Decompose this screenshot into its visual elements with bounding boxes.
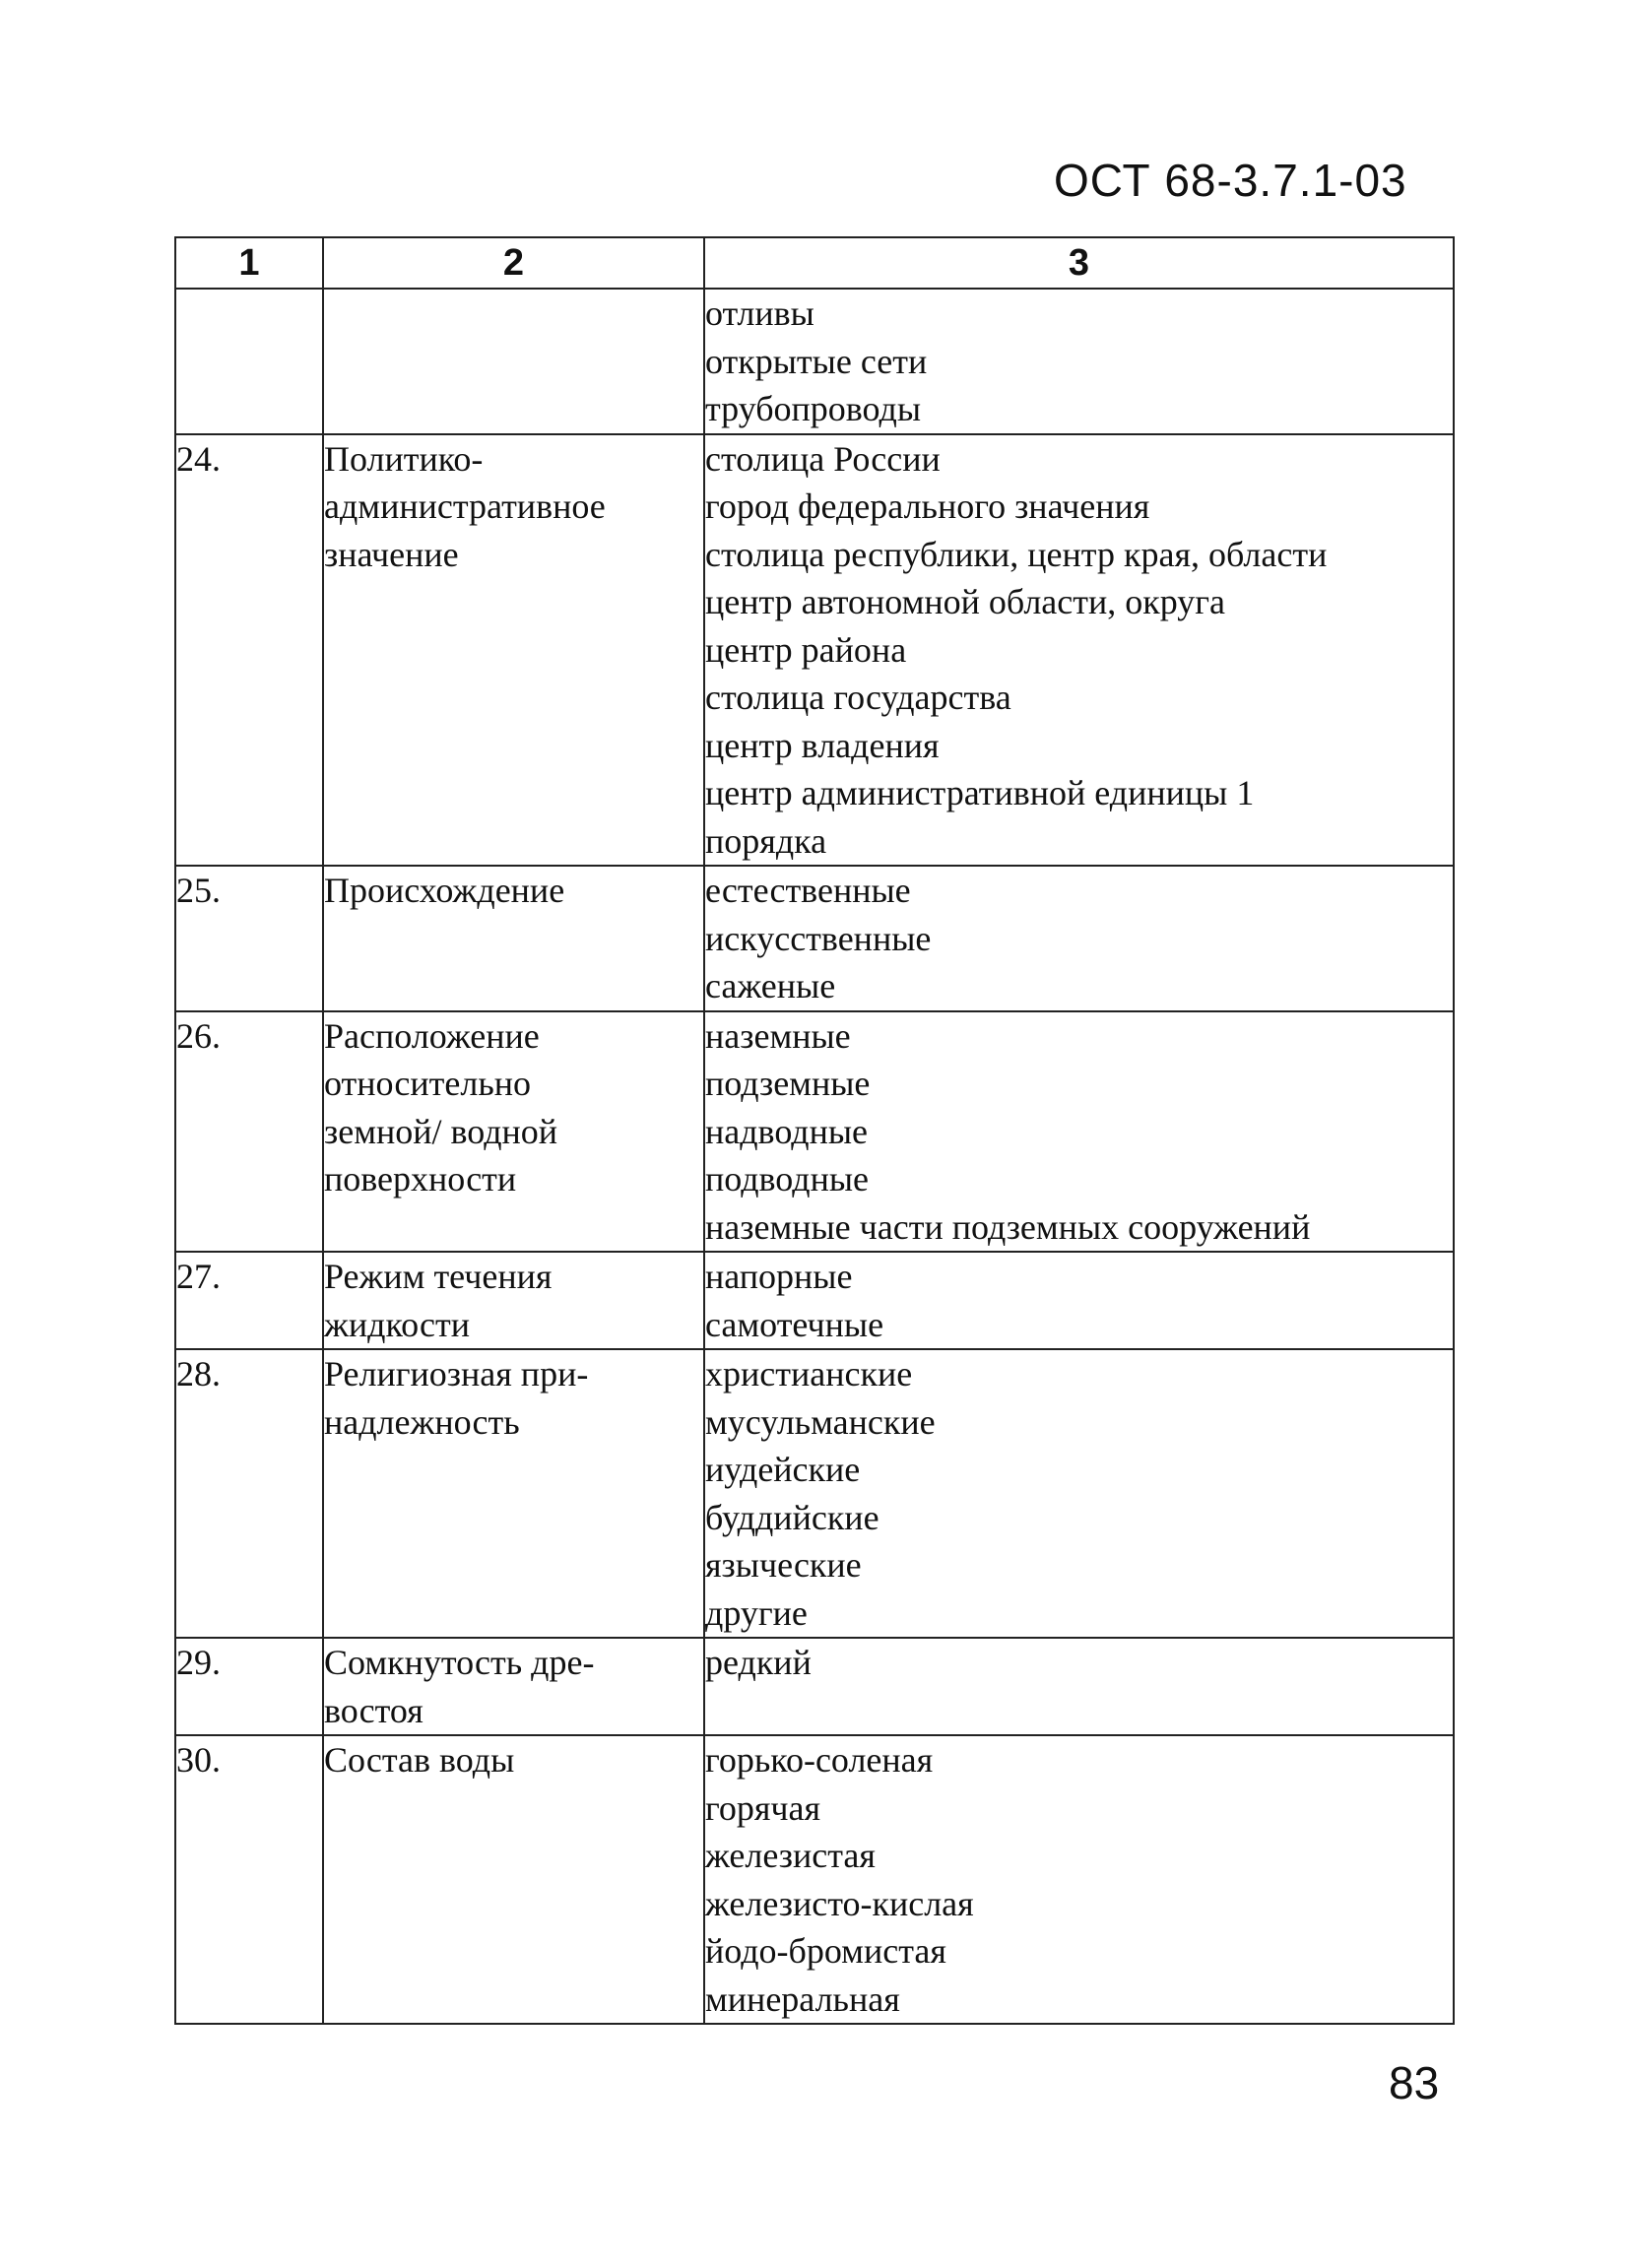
attribute-values bbox=[704, 866, 1454, 1011]
row-number: 28. bbox=[175, 1349, 323, 1638]
attribute-value: отливы bbox=[705, 293, 814, 333]
attribute-name-line: административное bbox=[324, 486, 606, 526]
attribute-value: буддийские bbox=[705, 1497, 879, 1537]
attribute-value: искусственные bbox=[705, 918, 932, 958]
row-number bbox=[175, 289, 323, 434]
page-number: 83 bbox=[1389, 2057, 1440, 2108]
attribute-values bbox=[704, 1349, 1454, 1638]
attribute-values bbox=[704, 434, 1454, 867]
row-number: 27. bbox=[175, 1252, 323, 1349]
attribute-value: другие bbox=[705, 1592, 808, 1633]
table-row bbox=[175, 1735, 1454, 2024]
attribute-value: центр владения bbox=[705, 725, 940, 765]
attribute-value: центр автономной области, округа bbox=[705, 582, 1226, 621]
attribute-name bbox=[323, 434, 704, 867]
attribute-name bbox=[323, 1735, 704, 2024]
attribute-name bbox=[323, 1252, 704, 1349]
attribute-name-line: Состав воды bbox=[324, 1740, 515, 1780]
attribute-name-line: поверхности bbox=[324, 1159, 517, 1199]
classification-table bbox=[174, 236, 1455, 2025]
attribute-value: надводные bbox=[705, 1111, 869, 1151]
attribute-values bbox=[704, 1011, 1454, 1253]
attribute-value: мусульманские bbox=[705, 1401, 936, 1442]
attribute-name-line: Политико- bbox=[324, 438, 484, 479]
attribute-values bbox=[704, 1735, 1454, 2024]
attribute-value: трубопроводы bbox=[705, 389, 922, 428]
column-header-1: 1 bbox=[175, 237, 323, 289]
table-row bbox=[175, 866, 1454, 1011]
table-row bbox=[175, 1252, 1454, 1349]
attribute-value: столица республики, центр края, области bbox=[705, 534, 1328, 574]
row-number: 25. bbox=[175, 866, 323, 1011]
attribute-value: столица государства bbox=[705, 678, 1011, 717]
attribute-value: редкий bbox=[705, 1643, 812, 1682]
attribute-value: центр административной единицы 1 bbox=[705, 773, 1255, 812]
column-header-3: 3 bbox=[704, 237, 1454, 289]
attribute-value: центр района bbox=[705, 629, 907, 670]
attribute-name-line: Религиозная при- bbox=[324, 1354, 589, 1393]
attribute-value: город федерального значения bbox=[705, 486, 1150, 526]
attribute-value: самотечные bbox=[705, 1304, 884, 1344]
attribute-name bbox=[323, 1349, 704, 1638]
attribute-name-line: Расположение bbox=[324, 1015, 540, 1056]
table-row bbox=[175, 1349, 1454, 1638]
attribute-value: горячая bbox=[705, 1787, 821, 1828]
table-row bbox=[175, 289, 1454, 434]
attribute-value: иудейские bbox=[705, 1450, 861, 1489]
attribute-value: естественные bbox=[705, 871, 911, 910]
attribute-value: христианские bbox=[705, 1354, 913, 1393]
attribute-name-line: относительно bbox=[324, 1064, 532, 1103]
table-body bbox=[175, 289, 1454, 2024]
attribute-name bbox=[323, 1638, 704, 1735]
attribute-name-line: жидкости bbox=[324, 1304, 470, 1344]
attribute-name-line: Происхождение bbox=[324, 871, 565, 910]
attribute-name bbox=[323, 866, 704, 1011]
attribute-name-line: Сомкнутость дре- bbox=[324, 1643, 595, 1682]
attribute-value: напорные bbox=[705, 1257, 853, 1296]
attribute-name bbox=[323, 1011, 704, 1253]
row-number: 30. bbox=[175, 1735, 323, 2024]
attribute-values bbox=[704, 1638, 1454, 1735]
table-row bbox=[175, 1638, 1454, 1735]
attribute-name-line: значение bbox=[324, 534, 459, 574]
attribute-name-line: востоя bbox=[324, 1690, 423, 1730]
attribute-value: железистая bbox=[705, 1836, 876, 1875]
attribute-value: наземные bbox=[705, 1015, 851, 1056]
attribute-value: открытые сети bbox=[705, 341, 928, 381]
attribute-name bbox=[323, 289, 704, 434]
attribute-value: подземные bbox=[705, 1064, 871, 1103]
attribute-value: наземные части подземных сооружений bbox=[705, 1206, 1311, 1247]
table-row bbox=[175, 1011, 1454, 1253]
attribute-value: саженые bbox=[705, 966, 836, 1005]
document-code: ОСТ 68-3.7.1-03 bbox=[1054, 155, 1407, 206]
attribute-value: порядка bbox=[705, 820, 827, 861]
column-header-2: 2 bbox=[323, 237, 704, 289]
attribute-value: столица России bbox=[705, 438, 941, 479]
attribute-value: подводные bbox=[705, 1159, 870, 1199]
attribute-value: железисто-кислая bbox=[705, 1883, 974, 1923]
row-number: 29. bbox=[175, 1638, 323, 1735]
table-header-row bbox=[175, 237, 1454, 289]
attribute-values bbox=[704, 1252, 1454, 1349]
attribute-name-line: Режим течения bbox=[324, 1257, 553, 1296]
attribute-value: минеральная bbox=[705, 1978, 900, 2019]
row-number: 24. bbox=[175, 434, 323, 867]
attribute-name-line: земной/ водной bbox=[324, 1111, 558, 1151]
attribute-value: языческие bbox=[705, 1545, 862, 1585]
attribute-value: горько-соленая bbox=[705, 1740, 934, 1780]
attribute-values bbox=[704, 289, 1454, 434]
table-row bbox=[175, 434, 1454, 867]
attribute-value: йодо-бромистая bbox=[705, 1931, 946, 1971]
attribute-name-line: надлежность bbox=[324, 1401, 520, 1442]
row-number: 26. bbox=[175, 1011, 323, 1253]
